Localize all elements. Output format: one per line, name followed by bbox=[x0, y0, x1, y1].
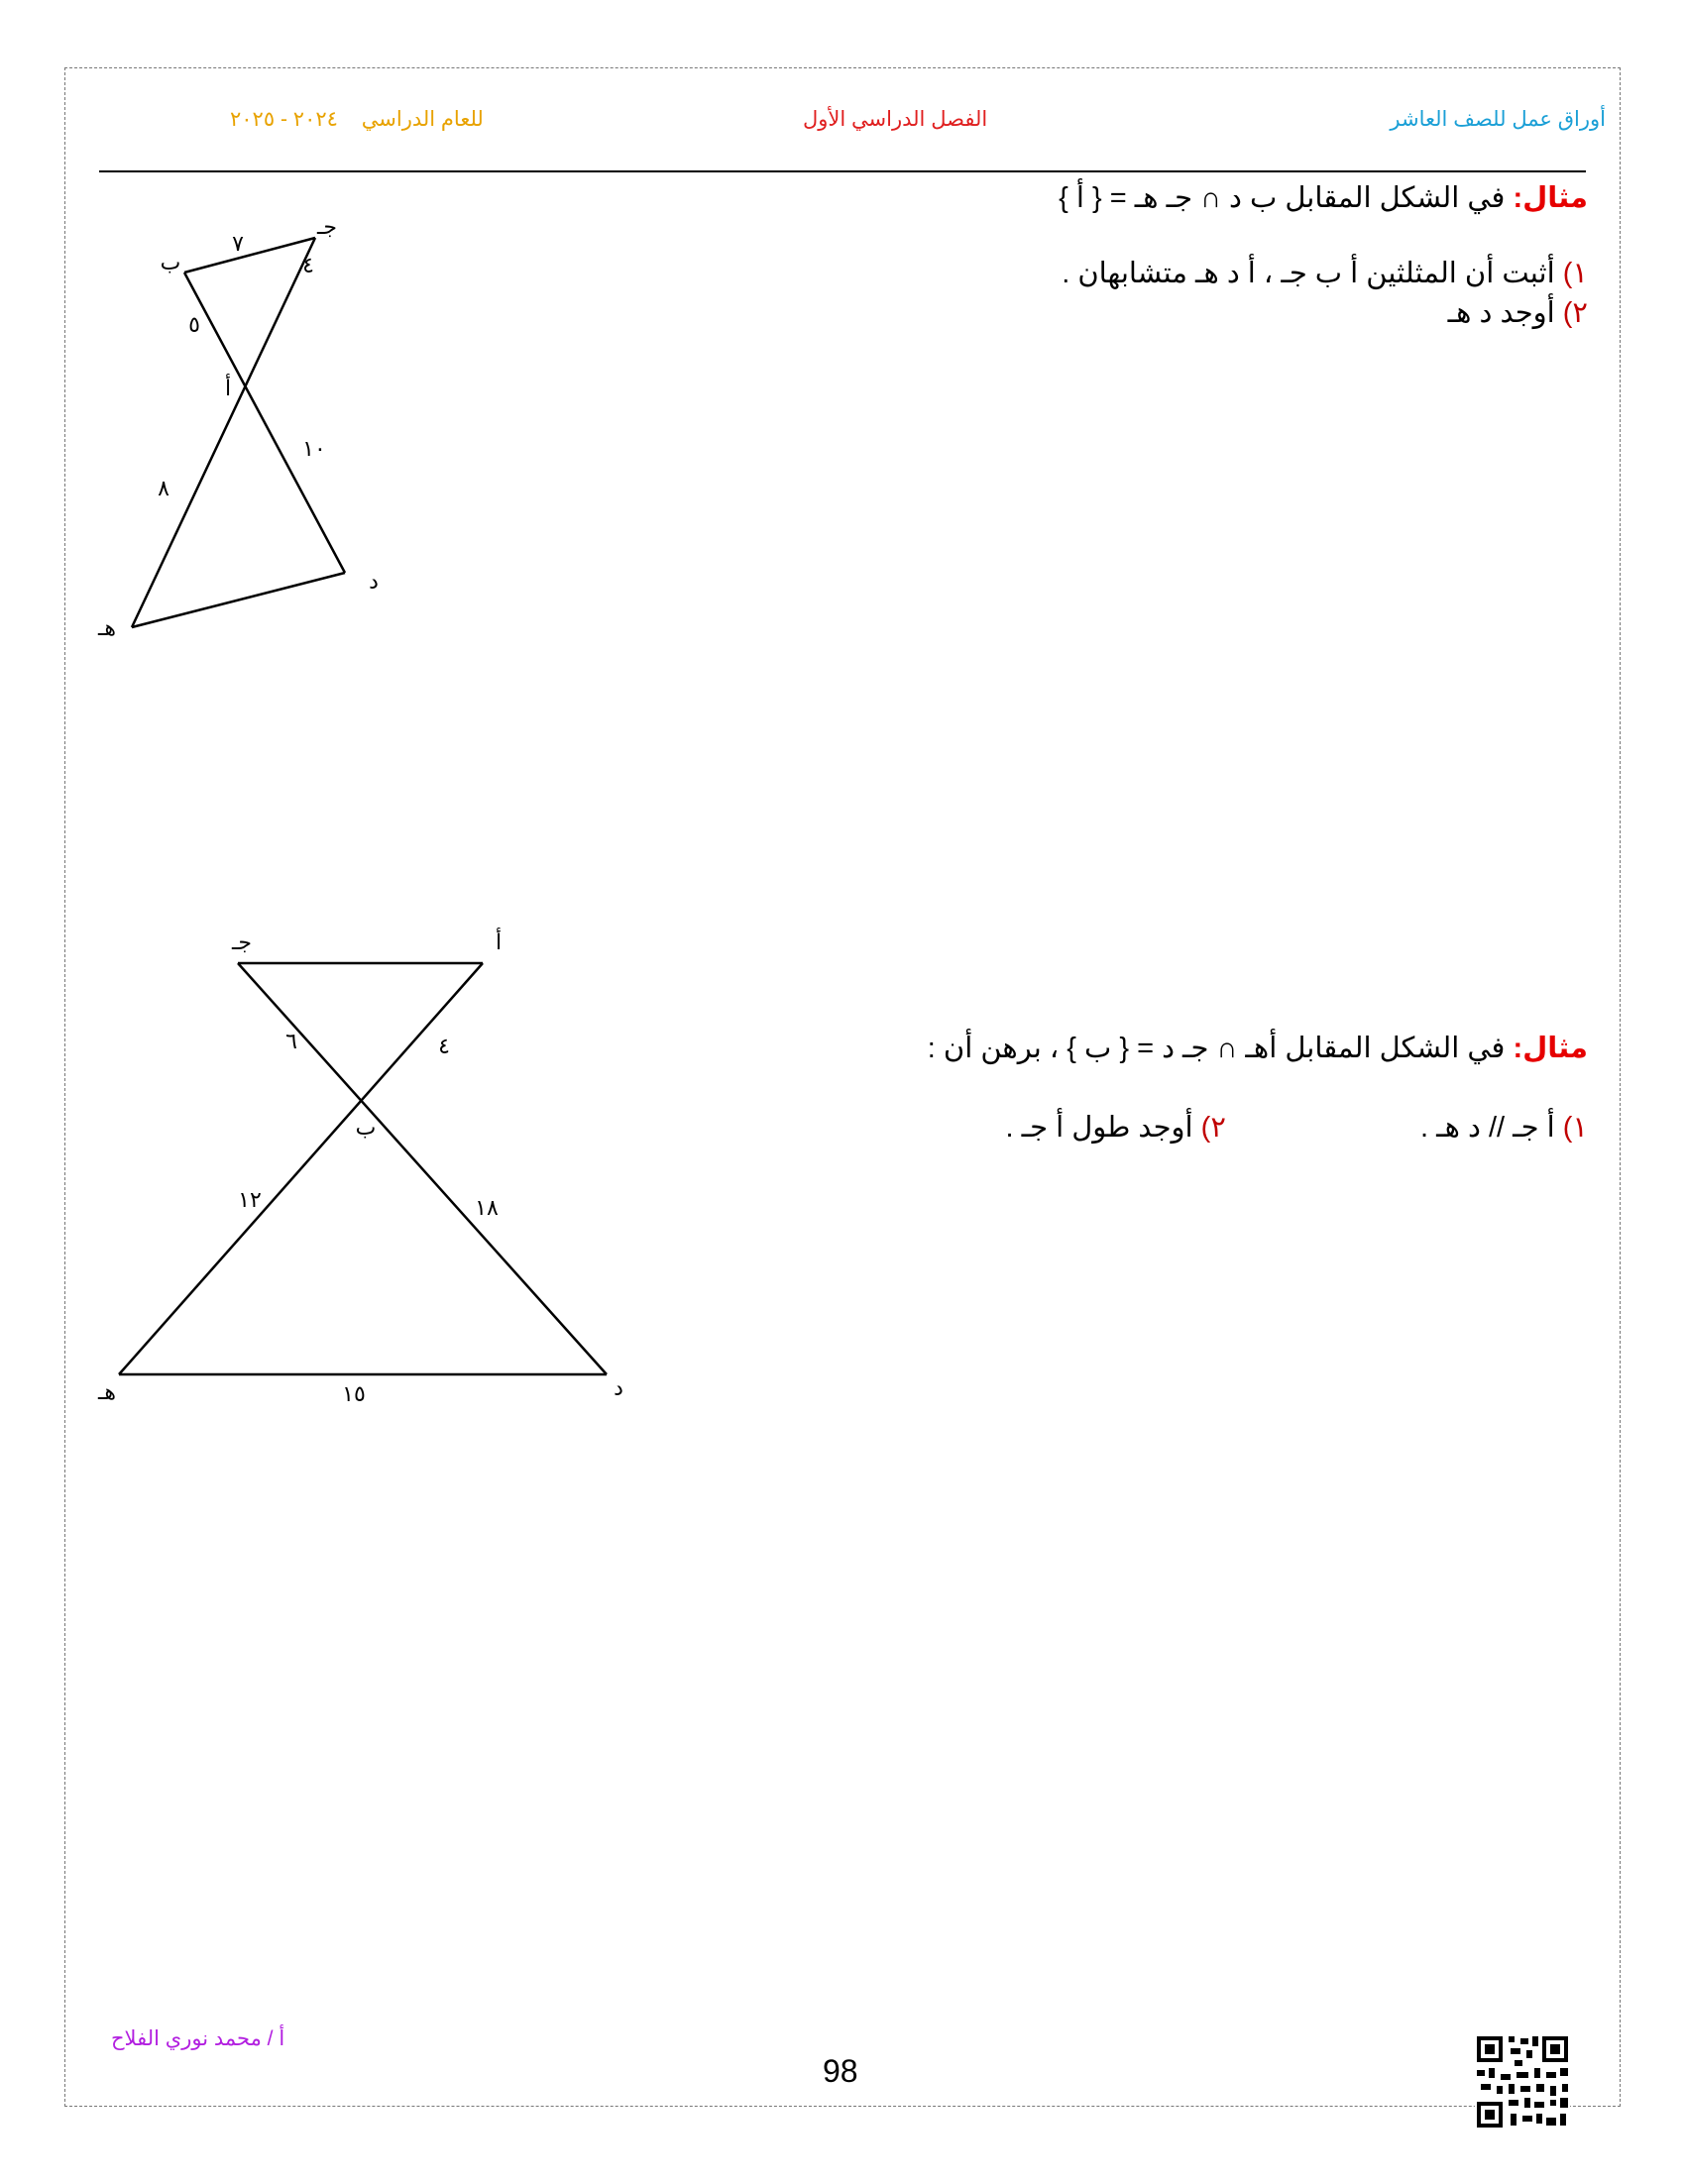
fig2-segment-jd bbox=[238, 963, 607, 1374]
example1-text: في الشكل المقابل ب د ∩ جـ هـ = { أ } bbox=[1059, 182, 1506, 214]
qr-code-icon bbox=[1475, 2034, 1570, 2129]
fig1-length-ba: ٥ bbox=[188, 312, 200, 337]
fig1-point-j: جـ bbox=[316, 214, 338, 239]
example1-item-1-number: ١) bbox=[1562, 258, 1588, 289]
figure1 bbox=[132, 238, 345, 627]
figure2 bbox=[119, 963, 607, 1374]
header-course: أوراق عمل للصف العاشر bbox=[1390, 108, 1606, 131]
fig1-length-ad: ١٠ bbox=[302, 436, 326, 461]
fig2-length-jb: ٦ bbox=[285, 1029, 297, 1053]
header-semester: الفصل الدراسي الأول bbox=[803, 108, 988, 131]
header-year-value: ٢٠٢٤ - ٢٠٢٥ bbox=[230, 108, 338, 131]
fig1-point-d: د bbox=[369, 569, 379, 594]
example2-text: في الشكل المقابل أهـ ∩ جـ د = { ب } ، برهن أن : bbox=[927, 1033, 1506, 1064]
example1-item-1-text: أثبت أن المثلثين أ ب جـ ، أ د هـ متشابهان . bbox=[1062, 258, 1555, 289]
author-name: أ / محمد نوري الفلاح bbox=[111, 2027, 285, 2050]
example2-item-1-number: ١) bbox=[1562, 1112, 1588, 1144]
fig1-length-bj: ٧ bbox=[232, 231, 244, 256]
fig1-point-b: ب bbox=[160, 250, 181, 274]
fig2-point-d: د bbox=[614, 1375, 623, 1400]
fig2-segment-ah bbox=[119, 963, 483, 1374]
fig2-length-bh: ١٢ bbox=[238, 1187, 262, 1212]
example2-item-2-text: أوجد طول أ جـ . bbox=[1005, 1112, 1193, 1144]
example1-item-2-text: أوجد د هـ bbox=[1447, 297, 1555, 329]
fig1-point-a: أ bbox=[224, 376, 232, 400]
fig2-length-hd: ١٥ bbox=[342, 1381, 366, 1406]
fig2-point-h: هـ bbox=[97, 1379, 117, 1404]
fig1-segment-dh bbox=[132, 573, 345, 627]
fig2-length-ab: ٤ bbox=[438, 1034, 450, 1058]
fig2-length-bd: ١٨ bbox=[475, 1195, 499, 1220]
fig2-point-j: جـ bbox=[231, 929, 253, 954]
fig2-point-a: أ bbox=[495, 929, 503, 954]
fig1-segment-bj bbox=[184, 238, 315, 273]
fig1-length-ja: ٤ bbox=[302, 253, 314, 277]
fig1-segment-jh bbox=[132, 238, 315, 627]
example2-item-1-text: أ جـ // د هـ . bbox=[1420, 1112, 1555, 1144]
page-number: 98 bbox=[823, 2053, 858, 2089]
header-year-label: للعام الدراسي bbox=[361, 108, 484, 131]
example1-label: مثال: bbox=[1513, 182, 1588, 214]
fig1-point-h: هـ bbox=[97, 615, 117, 640]
example1-item-2-number: ٢) bbox=[1562, 297, 1588, 329]
fig1-segment-bd bbox=[184, 273, 345, 573]
fig1-length-ah: ٨ bbox=[158, 476, 169, 500]
fig2-point-b: ب bbox=[355, 1115, 377, 1140]
example2-item-2-number: ٢) bbox=[1200, 1112, 1226, 1144]
example2-label: مثال: bbox=[1513, 1033, 1588, 1064]
